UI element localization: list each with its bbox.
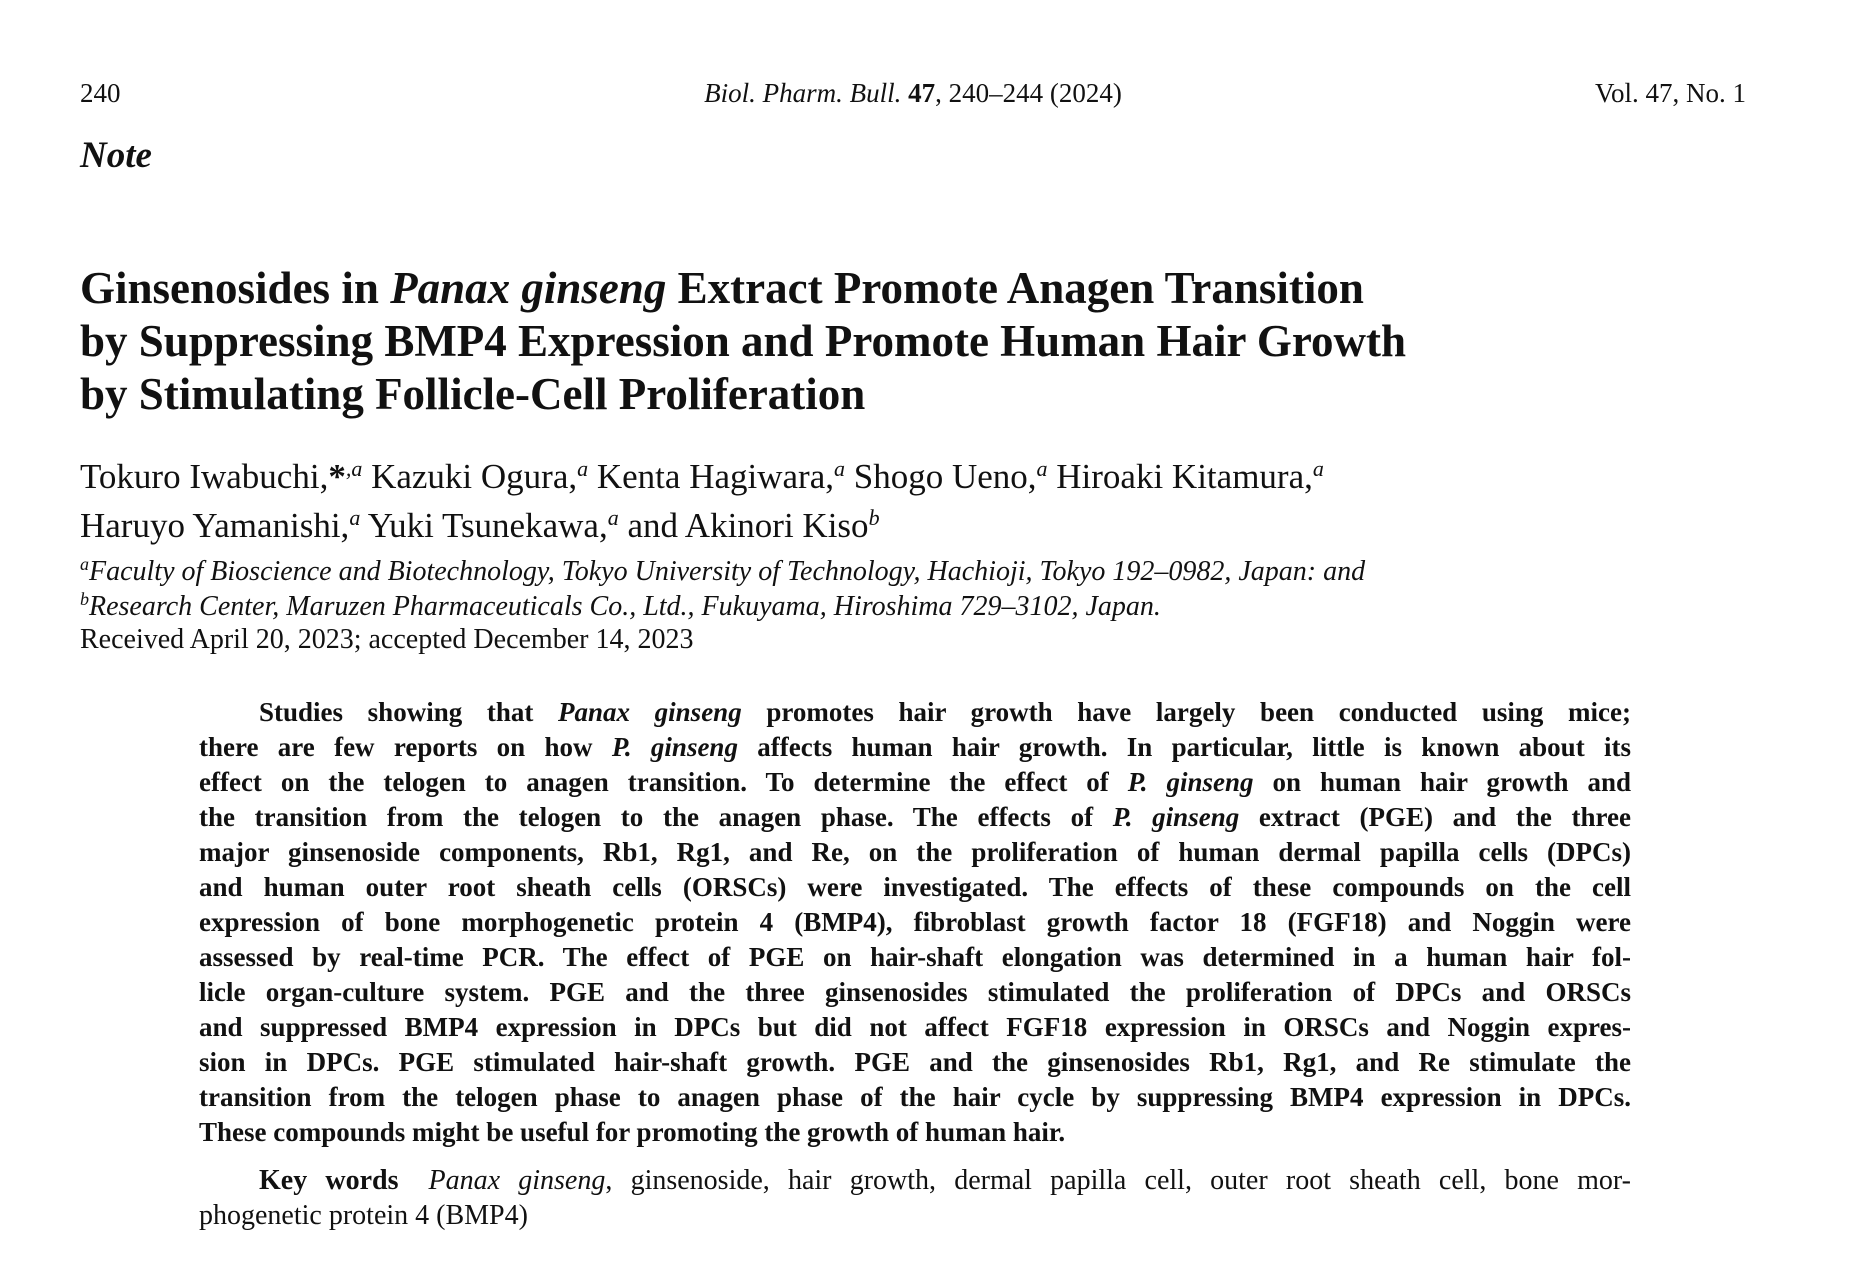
affiliation-mark: a bbox=[607, 505, 619, 530]
author-name: Shogo Ueno, bbox=[844, 457, 1037, 496]
author-name: Haruyo Yamanishi, bbox=[80, 506, 350, 545]
affiliation-mark: a bbox=[349, 505, 361, 530]
received-dates: Received April 20, 2023; accepted December 14, 2023 bbox=[80, 624, 694, 655]
author-name: and Akinori Kiso bbox=[618, 506, 869, 545]
abstract-text: the transition from the telogen to the anagen phase. The effects of bbox=[199, 802, 1113, 832]
abstract-line: and suppressed BMP4 expression in DPCs but did not affect FGF18 expression in ORSCs and Noggin expres- bbox=[199, 1012, 1631, 1042]
journal-pages-year: , 240–244 (2024) bbox=[935, 78, 1122, 108]
abstract-line: transition from the telogen phase to anagen phase of the hair cycle by suppressing BMP4 expression in DPCs. bbox=[199, 1082, 1631, 1112]
journal-abbrev: Biol. Pharm. Bull. bbox=[704, 78, 902, 108]
title-text: Extract Promote Anagen Transition bbox=[666, 263, 1364, 313]
abstract-line bbox=[199, 800, 1631, 835]
corresponding-mark: * bbox=[328, 457, 346, 496]
title-text: Ginsenosides in bbox=[80, 263, 391, 313]
abstract-line bbox=[199, 765, 1631, 800]
affiliation-mark: b bbox=[868, 505, 880, 530]
title-line-1 bbox=[80, 262, 1580, 315]
author-list bbox=[80, 452, 1580, 550]
affiliation-mark: a bbox=[1312, 456, 1324, 481]
title-line-2: by Suppressing BMP4 Expression and Promote Human Hair Growth bbox=[80, 316, 1407, 366]
abstract-text: extract (PGE) and the three bbox=[1239, 802, 1631, 832]
affiliation-text: Research Center, Maruzen Pharmaceuticals Co., Ltd., Fukuyama, Hiroshima 729–3102, Japan. bbox=[89, 591, 1161, 622]
affiliation-mark: a bbox=[833, 456, 845, 481]
author-name: Tokuro Iwabuchi, bbox=[80, 457, 329, 496]
author-name: Hiroaki Kitamura, bbox=[1047, 457, 1313, 496]
journal-volume: 47 bbox=[908, 78, 936, 108]
affiliation-mark: a bbox=[1036, 456, 1048, 481]
section-label: Note bbox=[80, 135, 152, 176]
abstract-text: effect on the telogen to anagen transition. To determine the effect of bbox=[199, 767, 1128, 797]
abstract-species: P. ginseng bbox=[1127, 767, 1254, 797]
page-number: 240 bbox=[80, 78, 121, 108]
affiliation-b bbox=[80, 589, 1680, 624]
abstract bbox=[199, 695, 1631, 1150]
author-line-2 bbox=[80, 501, 1580, 550]
keywords-label: Key words bbox=[259, 1165, 399, 1196]
running-head bbox=[80, 78, 1746, 114]
author-name: Kazuki Ogura, bbox=[362, 457, 578, 496]
journal-citation bbox=[80, 78, 1746, 109]
author-name: Kenta Hagiwara, bbox=[588, 457, 834, 496]
abstract-species: P. ginseng bbox=[611, 732, 738, 762]
abstract-line: licle organ-culture system. PGE and the three ginsenosides stimulated the proliferation of DPCs and ORSCs bbox=[199, 977, 1631, 1007]
affiliation-mark: a bbox=[577, 456, 589, 481]
abstract-text: promotes hair growth have largely been conducted using mice; bbox=[741, 697, 1631, 727]
article-title bbox=[80, 262, 1580, 421]
abstract-line: expression of bone morphogenetic protein 4 (BMP4), fibroblast growth factor 18 (FGF18) and Noggin were bbox=[199, 907, 1631, 937]
abstract-line: and human outer root sheath cells (ORSCs) were investigated. The effects of these compounds on the cell bbox=[199, 872, 1631, 902]
affiliation-mark: b bbox=[80, 589, 89, 609]
abstract-text: there are few reports on how bbox=[199, 732, 612, 762]
abstract-line: These compounds might be useful for promoting the growth of human hair. bbox=[199, 1117, 1066, 1147]
abstract-line: assessed by real-time PCR. The effect of PGE on hair-shaft elongation was determined in a human hair fol- bbox=[199, 942, 1631, 972]
abstract-text: on human hair growth and bbox=[1253, 767, 1632, 797]
abstract-line bbox=[199, 695, 1631, 730]
title-species: Panax ginseng bbox=[390, 263, 667, 313]
abstract-text: affects human hair growth. In particular, little is known about its bbox=[737, 732, 1632, 762]
affiliation-text: Faculty of Bioscience and Biotechnology, Tokyo University of Technology, Hachioji, Tokyo 192–0982, Japan: and bbox=[89, 556, 1366, 587]
title-line-3: by Stimulating Follicle-Cell Proliferation bbox=[80, 369, 866, 419]
keywords-line: phogenetic protein 4 (BMP4) bbox=[199, 1200, 528, 1231]
abstract-line: major ginsenoside components, Rb1, Rg1, and Re, on the proliferation of human dermal papilla cells (DPCs) bbox=[199, 837, 1631, 867]
abstract-line: sion in DPCs. PGE stimulated hair-shaft growth. PGE and the ginsenosides Rb1, Rg1, and Re stimulate the bbox=[199, 1047, 1631, 1077]
keywords-line bbox=[199, 1163, 1631, 1198]
affiliation-a bbox=[80, 554, 1680, 589]
abstract-species: P. ginseng bbox=[1112, 802, 1240, 832]
keyword-species: Panax ginseng bbox=[428, 1165, 606, 1196]
journal-issue: Vol. 47, No. 1 bbox=[1594, 78, 1746, 108]
keywords bbox=[199, 1163, 1631, 1233]
abstract-line bbox=[199, 730, 1631, 765]
keywords-text: , ginsenoside, hair growth, dermal papilla cell, outer root sheath cell, bone mor- bbox=[605, 1165, 1632, 1196]
abstract-species: Panax ginseng bbox=[558, 697, 742, 727]
affiliation-mark: ,a bbox=[345, 456, 363, 481]
author-line-1 bbox=[80, 452, 1580, 501]
affiliations bbox=[80, 554, 1680, 624]
author-name: Yuki Tsunekawa, bbox=[360, 506, 608, 545]
affiliation-mark: a bbox=[80, 554, 89, 574]
abstract-text: Studies showing that bbox=[259, 697, 559, 727]
